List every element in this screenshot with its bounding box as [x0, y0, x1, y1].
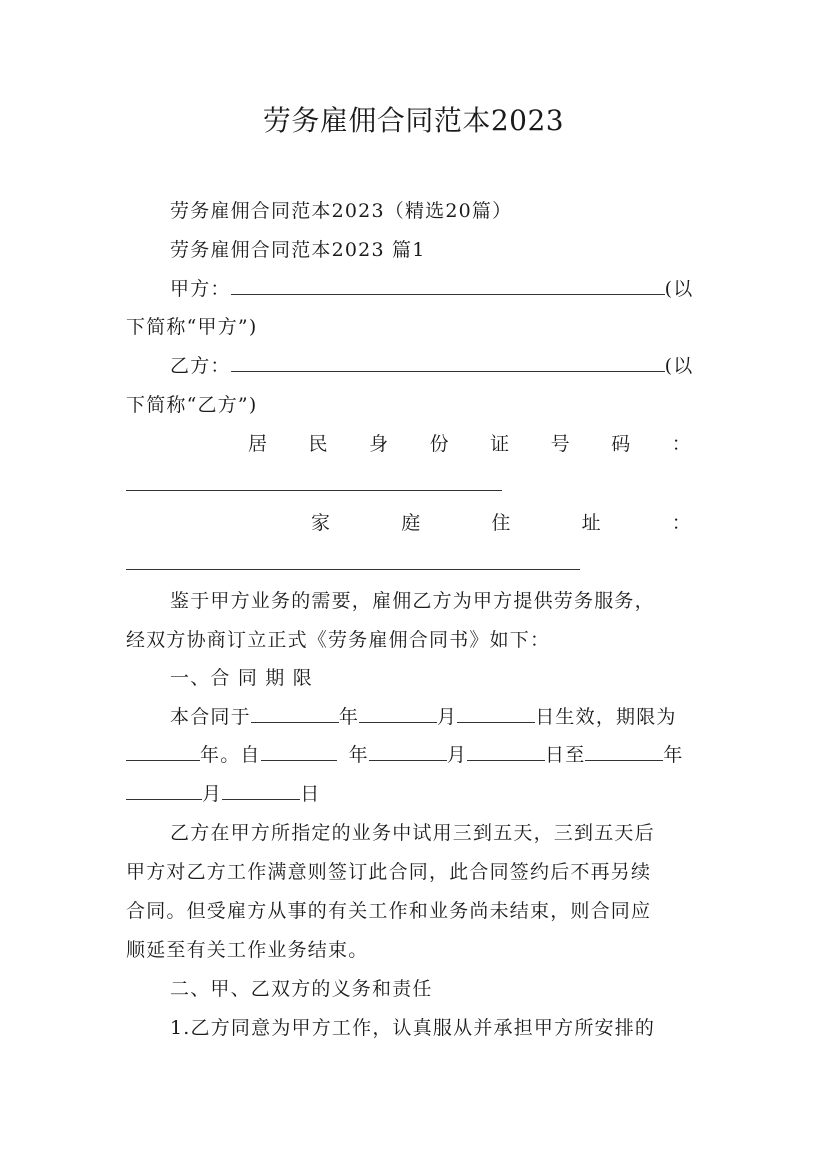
term-line-1: 本合同于 年 月 日生效，期限为 [170, 706, 677, 728]
party-a-suffix: (以 [664, 278, 694, 300]
start-month-blank[interactable] [359, 704, 437, 723]
party-b-blank[interactable] [231, 353, 665, 372]
address-blank[interactable] [126, 569, 580, 570]
section-heading: 劳务雇佣合同范本2023 篇1 [170, 239, 426, 261]
start-day-blank[interactable] [457, 704, 535, 723]
duties-heading: 二、甲、乙双方的义务和责任 [170, 978, 433, 1000]
party-b-label: 乙方： [170, 355, 231, 377]
party-a-label: 甲方： [170, 278, 231, 300]
trial-line-2: 甲方对乙方工作满意则签订此合同，此合同签约后不再另续 [126, 861, 652, 883]
party-b-suffix: (以 [664, 355, 694, 377]
party-a-continuation: 下简称“甲方”) [126, 316, 258, 338]
trial-line-4: 顺延至有关工作业务结束。 [126, 939, 369, 961]
duration-year-blank[interactable] [126, 742, 200, 761]
to-day-blank[interactable] [222, 781, 300, 800]
from-month-blank[interactable] [369, 742, 447, 761]
id-number-blank[interactable] [126, 490, 502, 491]
party-b-continuation: 下简称“乙方”) [126, 394, 258, 416]
from-day-blank[interactable] [467, 742, 545, 761]
intro-line-2: 经双方协商订立正式《劳务雇佣合同书》如下： [126, 629, 551, 651]
subtitle: 劳务雇佣合同范本2023（精选20篇） [170, 200, 513, 222]
duties-item-1: 1.乙方同意为甲方工作，认真服从并承担甲方所安排的 [170, 1017, 656, 1039]
id-number-label: 居 民 身 份 证 号 码 ： [248, 433, 692, 455]
party-b-line [170, 353, 750, 379]
trial-line-1: 乙方在甲方所指定的业务中试用三到五天，三到五天后 [170, 822, 655, 844]
party-a-blank[interactable] [231, 276, 665, 295]
from-year-blank[interactable] [261, 742, 337, 761]
document-title: 劳务雇佣合同范本2023 [262, 104, 565, 137]
to-year-blank[interactable] [585, 742, 663, 761]
term-heading: 一、合 同 期 限 [170, 667, 313, 689]
term-line-2: 年。自 年 月 日至 年 [126, 742, 706, 768]
to-month-blank[interactable] [126, 781, 202, 800]
term-line-3: 月 日 [126, 781, 706, 807]
intro-line-1: 鉴于甲方业务的需要，雇佣乙方为甲方提供劳务服务， [170, 590, 655, 612]
trial-line-3: 合同。但受雇方从事的有关工作和业务尚未结束，则合同应 [126, 900, 652, 922]
start-year-blank[interactable] [251, 704, 339, 723]
party-a-line [170, 276, 750, 302]
address-label: 家 庭 住 址 ： [311, 512, 692, 534]
